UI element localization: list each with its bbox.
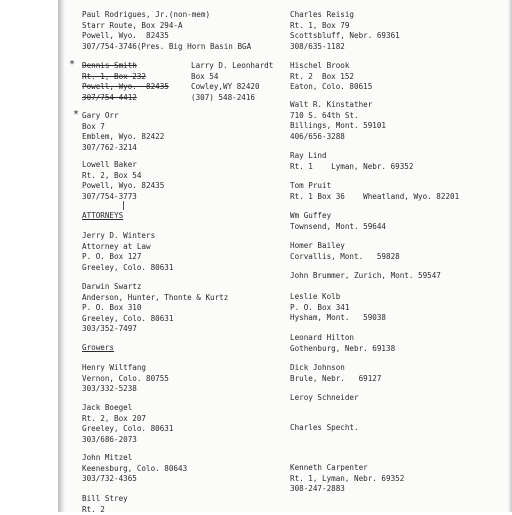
entry-name: Dick Johnson (290, 363, 345, 372)
entry-line: Rt. 2, Box 54 (82, 170, 142, 180)
entry-line: Greeley, Colo. 80631 (82, 424, 174, 434)
entry-line: P. O. Box 310 (82, 303, 142, 313)
entry-line: 303/352-7497 (82, 324, 137, 334)
entry-line: Townsend, Mont. 59644 (290, 221, 387, 231)
entry-name: Charles Specht. (290, 423, 359, 432)
address-entry-guffey (290, 211, 386, 232)
entry-line: 406/656-3288 (290, 131, 345, 141)
entry-line: (307) 548-2416 (191, 92, 256, 102)
entry-line: Gothenburg, Nebr. 69138 (290, 343, 396, 353)
entry-name: Dennis Smith (82, 61, 137, 70)
asterisk-mark-smith: * (69, 59, 76, 70)
page-edge-shadow (58, 0, 65, 512)
entry-line: P. O. Box 127 (82, 252, 142, 262)
entry-line: Rt. 1, Box 232 (82, 71, 147, 81)
address-entry-mitzel (82, 453, 187, 485)
page-edge-shadow-right (508, 0, 512, 512)
address-entry-orr (82, 111, 164, 153)
entry-name: Jerry D. Winters (82, 231, 156, 240)
entry-line: Billings, Mont. 59101 (290, 121, 387, 131)
entry-name: Jack Boegel (82, 403, 133, 412)
entry-line: Brule, Nebr. 69127 (290, 373, 382, 383)
address-entry-kinstather (290, 100, 386, 142)
entry-line: Corvallis, Mont. 59828 (290, 251, 400, 261)
entry-name: Leslie Kolb (290, 292, 341, 301)
entry-line: 308-247-2883 (290, 484, 345, 494)
entry-line: Box 54 (191, 71, 219, 81)
entry-line: 307/754-4412 (82, 92, 137, 102)
entry-name: Larry D. Leonhardt (191, 61, 274, 70)
address-entry-pruit (290, 181, 459, 202)
entry-line: Greeley, Colo. 80631 (82, 313, 174, 323)
entry-name: Gary Orr (82, 111, 119, 120)
section-header-growers (82, 343, 114, 354)
entry-name: Walt R. Kinstather (290, 100, 373, 109)
entry-line: Scottsbluff, Nebr. 69361 (290, 31, 400, 41)
entry-line: Hysham, Mont. 59038 (290, 313, 387, 323)
entry-name: Henry Wiltfang (82, 363, 147, 372)
entry-line: Powell, Wyo. 82435 (82, 31, 169, 41)
entry-line: 308/635-1182 (290, 41, 345, 51)
address-entry-boegel (82, 403, 173, 445)
entry-line: Rt. 1 Lyman, Nebr. 69352 (290, 161, 414, 171)
section-header-text: ATTORNEYS (82, 211, 124, 220)
entry-name: Ray Lind (290, 151, 327, 160)
entry-name: Homer Bailey (290, 241, 345, 250)
entry-line: Keenesburg, Colo. 80643 (82, 463, 188, 473)
address-entry-kolb (290, 292, 386, 324)
entry-name: John Brummer, Zurich, Mont. 59547 (290, 271, 441, 280)
address-entry-hilton (290, 333, 395, 354)
address-entry-carpenter (290, 463, 404, 495)
entry-line: 307/754-3746(Pres. Big Horn Basin BGA (82, 41, 252, 51)
entry-name: Kenneth Carpenter (290, 463, 368, 472)
address-entry-baker (82, 160, 164, 202)
asterisk-mark-orr: * (73, 109, 80, 120)
entry-line: Eaton, Colo. 80615 (290, 82, 373, 92)
entry-name: Charles Reisig (290, 10, 355, 19)
address-entry-swartz (82, 282, 228, 335)
section-header-text: Growers (82, 343, 115, 352)
entry-name: Lowell Baker (82, 160, 137, 169)
address-entry-smith (82, 61, 169, 103)
entry-line: Rt. 2 Box 152 (290, 71, 355, 81)
address-entry-specht (290, 423, 359, 434)
address-entry-winters (82, 231, 173, 273)
pen-tick-mark (123, 201, 124, 210)
entry-name: John Mitzel (82, 453, 133, 462)
address-entry-johnson (290, 363, 381, 384)
entry-name: Tom Pruit (290, 181, 332, 190)
entry-line: Rt. 1, Lyman, Nebr. 69352 (290, 473, 405, 483)
entry-line: 710 S. 64th St. (290, 110, 359, 120)
entry-line: Cowley,WY 82420 (191, 82, 260, 92)
entry-line: Rt. 1 Box 36 Wheatland, Wyo. 82201 (290, 191, 460, 201)
entry-line: Starr Route, Box 294-A (82, 20, 183, 30)
entry-line: 303/332-5238 (82, 384, 137, 394)
entry-name: Leroy Schneider (290, 393, 359, 402)
entry-line: Emblem, Wyo. 82422 (82, 132, 165, 142)
entry-line: Rt. 1, Box 79 (290, 20, 350, 30)
address-entry-bailey (290, 241, 400, 262)
entry-line: Box 7 (82, 121, 105, 131)
entry-name: Leonard Hilton (290, 333, 355, 342)
address-entry-rodrigues (82, 10, 251, 52)
section-header-attorneys (82, 211, 123, 222)
address-entry-brook (290, 61, 372, 93)
address-entry-brummer (290, 271, 441, 282)
entry-line: Greeley, Colo. 80631 (82, 262, 174, 272)
entry-line: Rt. 2, Box 207 (82, 413, 147, 423)
entry-line: Anderson, Hunter, Thonte & Kurtz (82, 292, 229, 302)
entry-line: Powell, Wyo. 82435 (82, 82, 169, 92)
entry-name: Darwin Swartz (82, 282, 142, 291)
entry-line: 303/686-2073 (82, 434, 137, 444)
address-entry-lind (290, 151, 413, 172)
address-entry-schneider (290, 393, 359, 404)
entry-line: Attorney at Law (82, 241, 151, 251)
entry-line: Powell, Wyo. 82435 (82, 181, 165, 191)
address-entry-wiltfang (82, 363, 169, 395)
entry-line: Rt. 2 (82, 504, 105, 514)
entry-name: Paul Rodrigues, Jr.(non-mem) (82, 10, 211, 19)
address-entry-leonhardt (191, 61, 273, 103)
entry-line: 303/732-4365 (82, 474, 137, 484)
entry-name: Bill Strey (82, 494, 128, 503)
entry-name: Wm Guffey (290, 211, 332, 220)
entry-line: 307/754-3773 (82, 191, 137, 201)
entry-line: P. O. Box 341 (290, 302, 350, 312)
address-entry-reisig (290, 10, 400, 52)
entry-line: 307/762-3214 (82, 142, 137, 152)
entry-line: Vernon, Colo. 80755 (82, 373, 169, 383)
entry-name: Hischel Brook (290, 61, 350, 70)
